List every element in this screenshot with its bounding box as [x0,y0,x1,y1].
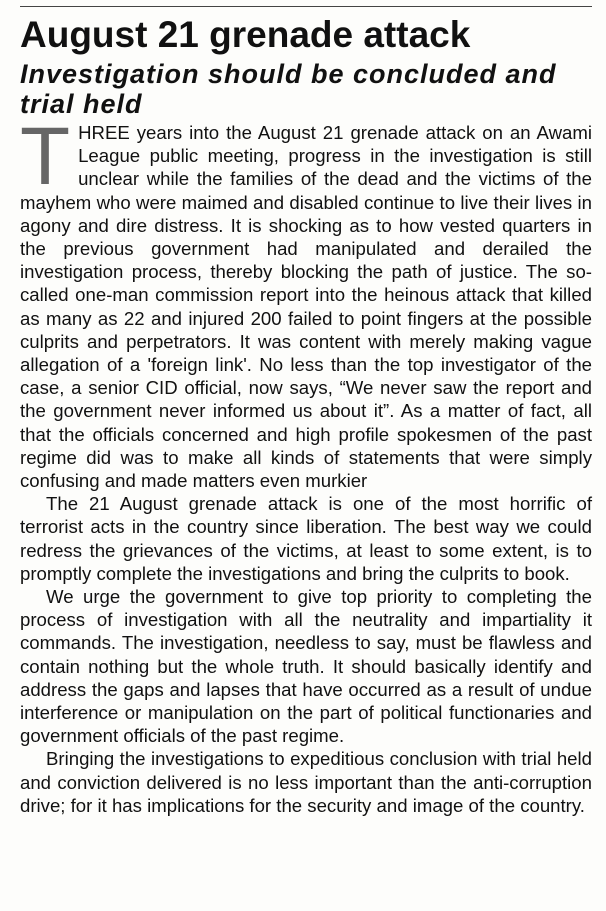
paragraph-2: The 21 August grenade attack is one of the most horrific of terrorist acts in the country since liberation. The best way we could redress the grievances of the victims, at least to some extent, is to promptly complete the investigations and bring the culprits to book. [20,493,592,584]
paragraph-3: We urge the government to give top priority to completing the process of investigation with all the neutrality and impartiality it commands. The investigation, needless to say, must be flawless and contain nothing but the whole truth. It should basically identify and address the gaps and lapses that have occurred as a result of undue interference or manipulation on the part of political functionaries and government officials of the past regime. [20,586,592,747]
top-rule [20,0,592,7]
subheadline: Investigation should be concluded and trial held [20,59,557,119]
drop-cap: T [20,111,71,202]
paragraph-4: Bringing the investigations to expeditious conclusion with trial held and conviction delivered is no less important than the anti-corruption drive; for it has implications for the security and image of the country. [20,748,592,816]
paragraph-1 [20,111,592,492]
headline: August 21 grenade attack [20,14,471,55]
paragraph-1-text: HREE years into the August 21 grenade attack on an Awami League public meeting, progress in the investigation is still unclear while the families of the dead and the victims of the mayhem who were maimed and disabled continue to live their lives in agony and dire distress. It is shocking as to how vested quarters in the previous government had manipulated and derailed the investigation process, thereby blocking the path of justice. The so-called one-man commission report into the heinous attack that killed as many as 22 and injured 200 failed to point fingers at the possible culprits and perpetrators. It was content with merely making vague allegation of a 'foreign link'. No less than the top investigator of the case, a senior CID official, now says, “We never saw the report and the government never informed us about it”. As a matter of fact, all that the officials concerned and high profile spokesmen of the past regime did was to make all kinds of statements that were simply confusing and made matters even murkier [20,122,592,492]
article-body [20,111,592,817]
